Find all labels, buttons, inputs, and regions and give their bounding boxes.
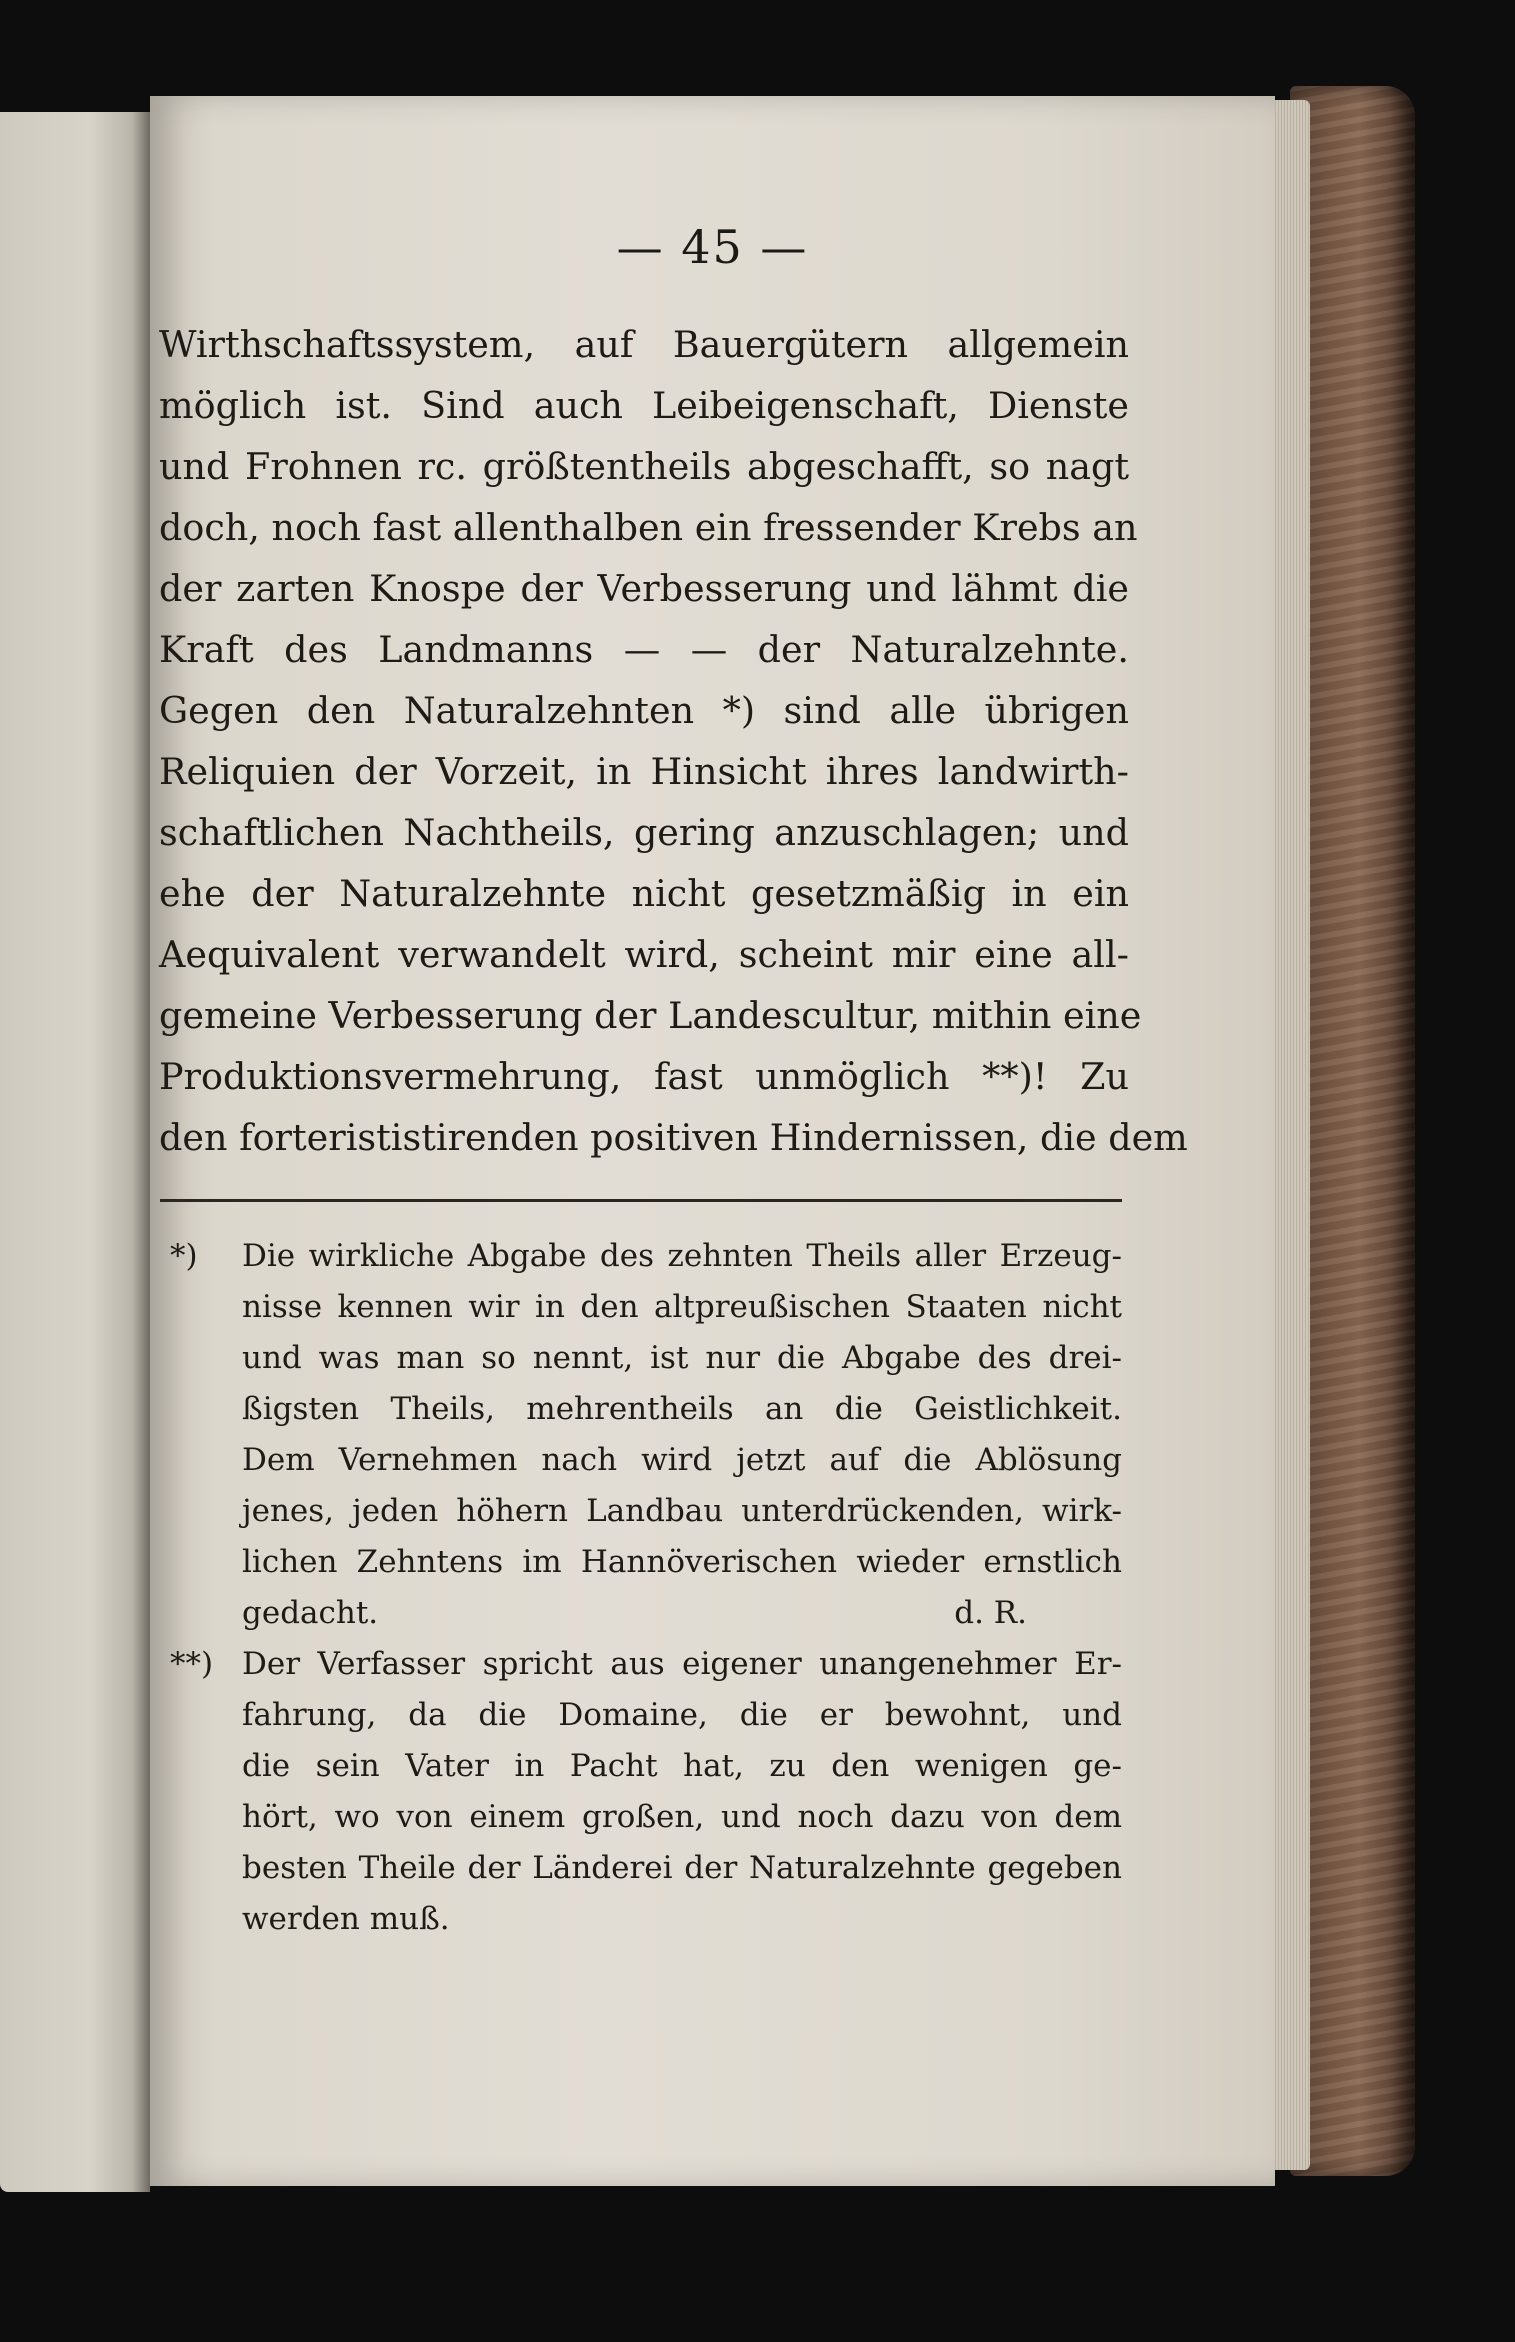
footnote-line: Die wirkliche Abgabe des zehnten Theils aller Erzeug-: [242, 1238, 1122, 1274]
footnote-divider: [160, 1199, 1122, 1202]
body-line: Reliquien der Vorzeit, in Hinsicht ihres landwirth-: [159, 750, 1129, 793]
footnote-line: [242, 1588, 1122, 1639]
footnote-line: werden muß.: [242, 1901, 450, 1937]
body-line: den forterististirenden positiven Hindernissen, die dem: [159, 1116, 1188, 1159]
book-page: [150, 96, 1275, 2186]
body-line: und Frohnen rc. größtentheils abgeschafft, so nagt: [159, 445, 1129, 488]
footnote-line: Dem Vernehmen nach wird jetzt auf die Ablösung: [242, 1442, 1122, 1478]
left-page-edge: [0, 112, 150, 2192]
footnote-2: [170, 1639, 1122, 1945]
body-line: Wirthschaftssystem, auf Bauergütern allgemein: [159, 323, 1129, 366]
footnote-line-text: gedacht.: [242, 1595, 379, 1631]
footnote-line: besten Theile der Länderei der Naturalzehnte gegeben: [242, 1850, 1122, 1886]
body-line: möglich ist. Sind auch Leibeigenschaft, Dienste: [159, 384, 1129, 427]
footnote-line: ßigsten Theils, mehrentheils an die Geistlichkeit.: [242, 1391, 1122, 1427]
footnote-signature: d. R.: [954, 1595, 1027, 1631]
body-line: ehe der Naturalzehnte nicht gesetzmäßig in ein: [159, 872, 1129, 915]
body-line: Kraft des Landmanns — — der Naturalzehnte.: [159, 628, 1129, 671]
footnote-line: jenes, jeden höhern Landbau unterdrückenden, wirk-: [242, 1493, 1122, 1529]
body-line: doch, noch fast allenthalben ein fressender Krebs an: [159, 506, 1138, 549]
footnote-1: [170, 1231, 1122, 1639]
footnotes: [170, 1231, 1122, 1945]
body-line: Gegen den Naturalzehnten *) sind alle übrigen: [159, 689, 1129, 732]
footnote-marker: **): [170, 1646, 214, 1682]
page-number: — 45 —: [616, 220, 809, 274]
body-line: der zarten Knospe der Verbesserung und lähmt die: [159, 567, 1129, 610]
body-line: schaftlichen Nachtheils, gering anzuschlagen; und: [159, 811, 1129, 854]
body-line: Produktionsvermehrung, fast unmöglich **)! Zu: [159, 1055, 1129, 1098]
footnote-line: fahrung, da die Domaine, die er bewohnt, und: [242, 1697, 1122, 1733]
footnote-line: Der Verfasser spricht aus eigener unangenehmer Er-: [242, 1646, 1122, 1682]
footnote-line: und was man so nennt, ist nur die Abgabe des drei-: [242, 1340, 1122, 1376]
footnote-line: nisse kennen wir in den altpreußischen Staaten nicht: [242, 1289, 1122, 1325]
footnote-line: hört, wo von einem großen, und noch dazu von dem: [242, 1799, 1122, 1835]
body-text: [159, 314, 1188, 1168]
body-line: Aequivalent verwandelt wird, scheint mir eine all-: [159, 933, 1129, 976]
body-line: gemeine Verbesserung der Landescultur, mithin eine: [159, 994, 1142, 1037]
footnote-line: lichen Zehntens im Hannöverischen wieder ernstlich: [242, 1544, 1122, 1580]
footnote-marker: *): [170, 1238, 198, 1274]
footnote-line: die sein Vater in Pacht hat, zu den wenigen ge-: [242, 1748, 1122, 1784]
